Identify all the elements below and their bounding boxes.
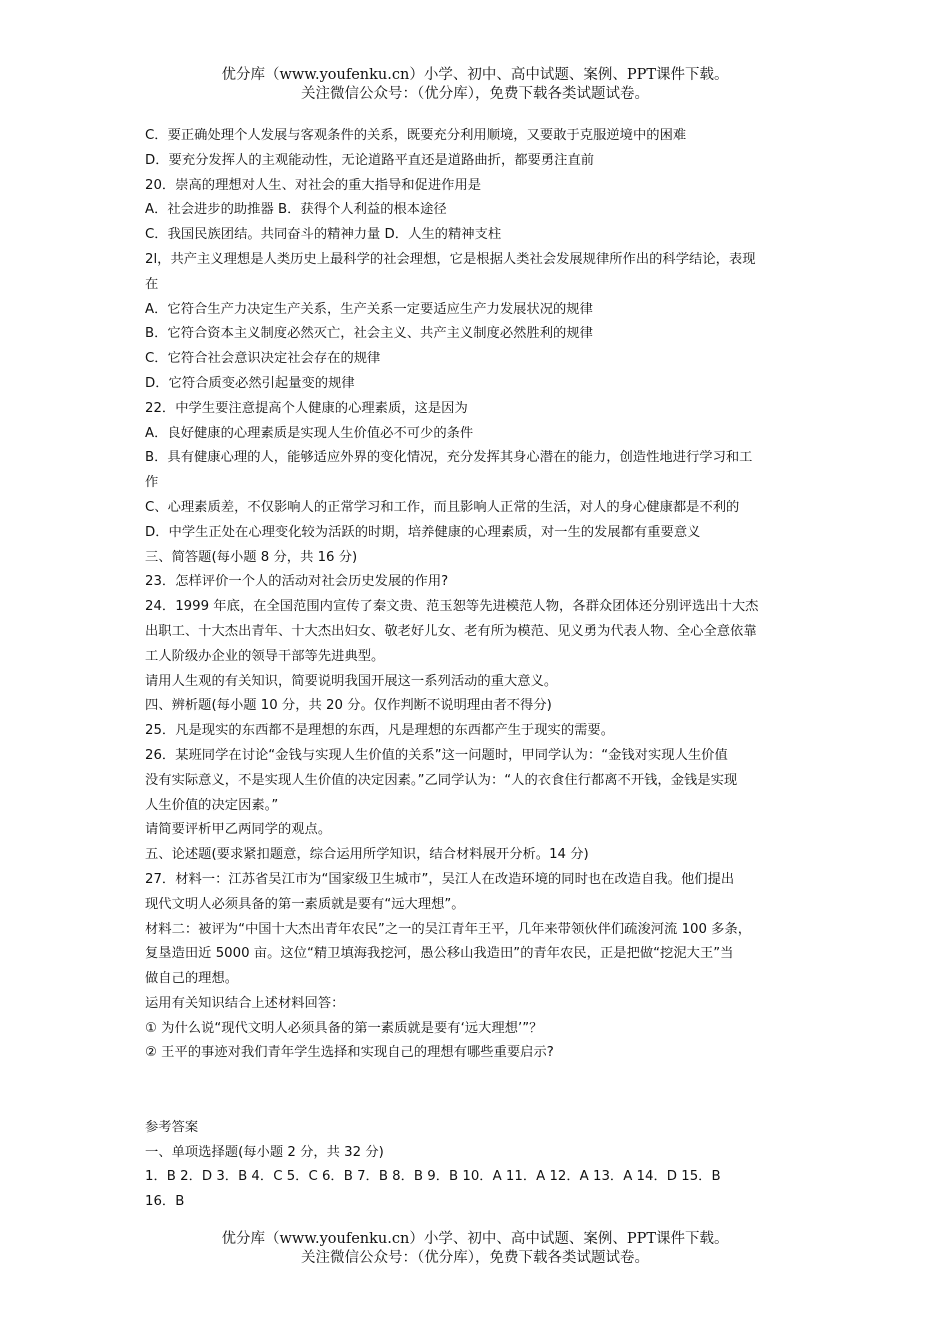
text-line: C、心理素质差，不仅影响人的正常学习和工作，而且影响人正常的生活，对人的身心健康都是不利的 bbox=[145, 499, 740, 515]
text-line: 1．B 2．D 3．B 4．C 5．C 6．B 7．B 8．B 9．B 10．A 11．A 12．A 13．A 14．D 15．B bbox=[145, 1169, 721, 1185]
text-line: 20．崇高的理想对人生、对社会的重大指导和促进作用是 bbox=[145, 177, 482, 193]
text-line: 2l，共产主义理想是人类历史上最科学的社会理想，它是根据人类社会发展规律所作出的科学结论，表现 bbox=[145, 251, 756, 267]
text-line: C．我国民族团结。共同奋斗的精神力量 D．人生的精神支柱 bbox=[145, 227, 502, 243]
document-body bbox=[145, 124, 810, 1215]
text-line: A．社会进步的助推器 B．获得个人利益的根本途径 bbox=[145, 202, 447, 218]
header-line-2: 关注微信公众号：（优分库），免费下载各类试题试卷。 bbox=[301, 86, 649, 102]
text-line: 没有实际意义，不是实现人生价值的决定因素。”乙同学认为：“人的衣食住行都离不开钱，金钱是实现 bbox=[145, 772, 738, 788]
answer-section bbox=[145, 1116, 810, 1215]
page-header bbox=[0, 66, 950, 104]
page-footer bbox=[0, 1230, 950, 1268]
text-line: 三、简答题(每小题 8 分，共 16 分) bbox=[145, 549, 358, 565]
section-spacer bbox=[145, 1066, 810, 1116]
text-line: D．要充分发挥人的主观能动性，无论道路平直还是道路曲折，都要勇注直前 bbox=[145, 152, 595, 168]
footer-line-1: 优分库（www.youfenku.cn）小学、初中、高中试题、案例、PPT课件下载。 bbox=[221, 1231, 729, 1247]
text-line: ① 为什么说“现代文明人必须具备的第一素质就是要有‘远大理想’”？ bbox=[145, 1020, 543, 1036]
text-line: C．要正确处理个人发展与客观条件的关系，既要充分利用顺境，又要敢于克服逆境中的困难 bbox=[145, 128, 687, 143]
text-line: 作 bbox=[145, 475, 159, 491]
text-line: 做自己的理想。 bbox=[145, 971, 239, 987]
text-line: C．它符合社会意识决定社会存在的规律 bbox=[145, 351, 381, 367]
header-line-1: 优分库（www.youfenku.cn）小学、初中、高中试题、案例、PPT课件下载。 bbox=[221, 67, 729, 83]
text-line: 22．中学生要注意提高个人健康的心理素质，这是因为 bbox=[145, 400, 468, 416]
text-line: 复垦造田近 5000 亩。这位“精卫填海我挖河，愚公移山我造田”的青年农民，正是把做“挖泥大王”当 bbox=[145, 946, 734, 962]
question-section bbox=[145, 124, 810, 1066]
text-line: 运用有关知识结合上述材料回答： bbox=[145, 995, 345, 1011]
text-line: 16．B bbox=[145, 1194, 185, 1210]
text-line: 工人阶级办企业的领导干部等先进典型。 bbox=[145, 648, 385, 664]
text-line: 请用人生观的有关知识，简要说明我国开展这一系列活动的重大意义。 bbox=[145, 673, 558, 689]
text-line: 材料二：被评为“中国十大杰出青年农民”之一的吴江青年王平，几年来带领伙伴们疏浚河流 100 多条， bbox=[145, 921, 752, 937]
text-line: A．它符合生产力决定生产关系，生产关系一定要适应生产力发展状况的规律 bbox=[145, 301, 593, 317]
text-line: 四、辨析题(每小题 10 分，共 20 分。仅作判断不说明理由者不得分) bbox=[145, 698, 552, 714]
text-line: 23．怎样评价一个人的活动对社会历史发展的作用? bbox=[145, 574, 449, 590]
text-line: 出职工、十大杰出青年、十大杰出妇女、敬老好儿女、老有所为模范、见义勇为代表人物、全心全意依靠 bbox=[145, 623, 757, 639]
text-line: 24．1999 年底，在全国范围内宣传了秦文贵、范玉恕等先进模范人物，各群众团体还分别评选出十大杰 bbox=[145, 599, 759, 615]
text-line: 26．某班同学在讨论“金钱与实现人生价值的关系”这一问题时，甲同学认为：“金钱对实现人生价值 bbox=[145, 747, 728, 763]
text-line: 在 bbox=[145, 276, 159, 292]
text-line: D．中学生正处在心理变化较为活跃的时期，培养健康的心理素质，对一生的发展都有重要意义 bbox=[145, 524, 701, 540]
text-line: 人生价值的决定因素。” bbox=[145, 797, 279, 813]
text-line: 一、单项选择题(每小题 2 分，共 32 分) bbox=[145, 1144, 384, 1160]
text-line: ② 王平的事迹对我们青年学生选择和实现自己的理想有哪些重要启示? bbox=[145, 1045, 554, 1061]
text-line: A．良好健康的心理素质是实现人生价值必不可少的条件 bbox=[145, 425, 474, 441]
text-line: D．它符合质变必然引起量变的规律 bbox=[145, 375, 355, 391]
text-line: 参考答案 bbox=[145, 1119, 199, 1135]
text-line: 27．材料一：江苏省吴江市为“国家级卫生城市”，吴江人在改造环境的同时也在改造自我。他们提出 bbox=[145, 871, 735, 887]
text-line: 请简要评析甲乙两同学的观点。 bbox=[145, 822, 332, 838]
text-line: B．它符合资本主义制度必然灭亡，社会主义、共产主义制度必然胜利的规律 bbox=[145, 326, 593, 342]
text-line: 五、论述题(要求紧扣题意，综合运用所学知识，结合材料展开分析。14 分) bbox=[145, 847, 589, 863]
text-line: 25．凡是现实的东西都不是理想的东西，凡是理想的东西都产生于现实的需要。 bbox=[145, 723, 615, 739]
footer-line-2: 关注微信公众号：（优分库），免费下载各类试题试卷。 bbox=[301, 1250, 649, 1266]
text-line: 现代文明人必须具备的第一素质就是要有“远大理想”。 bbox=[145, 896, 465, 912]
text-line: B．具有健康心理的人，能够适应外界的变化情况，充分发挥其身心潜在的能力，创造性地进行学习和工 bbox=[145, 450, 753, 466]
